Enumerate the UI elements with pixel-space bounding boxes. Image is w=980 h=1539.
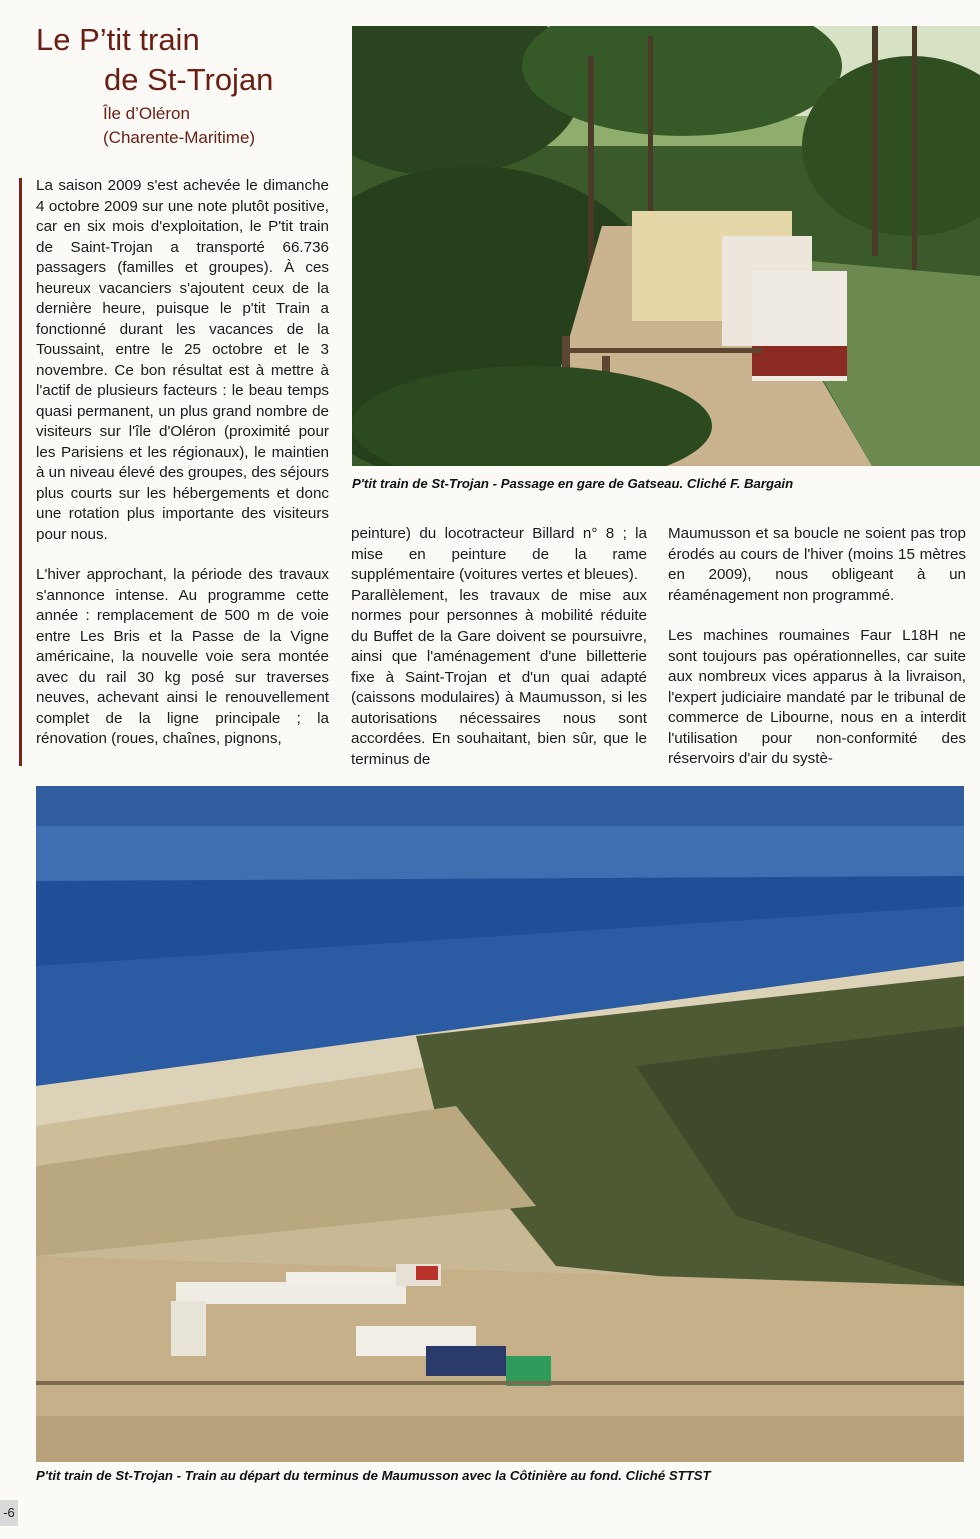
photo2-caption: P'tit train de St-Trojan - Train au départ du terminus de Maumusson avec la Côtinière au fond. Cliché STTST (36, 1468, 711, 1483)
page-number: -6 (0, 1500, 18, 1526)
col1-paragraph-2: L'hiver approchant, la période des travaux s'annonce intense. Au programme cette année : remplacement de 500 m de voie entre Les Bris et la Passe de la Vigne américaine, la nouvelle voie sera montée avec du rail 30 kg posé sur traverses neuves, achevant ainsi le renouvellement complet de la ligne principale ; la rénovation (roues, chaînes, pignons, (36, 566, 329, 747)
beach-train-illustration (36, 786, 964, 1462)
photo-train-maumusson (36, 786, 964, 1462)
forest-train-illustration (352, 26, 980, 466)
text-column-2 (351, 524, 647, 770)
text-column-1 (36, 176, 329, 750)
col1-paragraph-1: La saison 2009 s'est achevée le dimanche 4 octobre 2009 sur une note plutôt positive, car en six mois d'exploitation, le P'tit train de Saint-Trojan a transporté 66.736 passagers (familles et groupes). À ces heureux vacanciers s'ajoutent ceux de la dernière heure, puisque le p'tit Train a fonctionné durant les vacances de la Toussaint, entre le 25 octobre et le 3 novembre. Ce bon résultat est à mettre à l'actif de plusieurs facteurs : le beau temps quasi permanent, un plus grand nombre de visiteurs sur l'île d'Oléron (proximité pour les Parisiens et les régionaux), le maintien à un niveau élevé des groupes, des séjours plus courts sur les hébergements et donc une rotation plus importante des visiteurs pour nous. (36, 177, 329, 543)
article-subtitle (103, 102, 343, 150)
photo1-caption: P'tit train de St-Trojan - Passage en gare de Gatseau. Cliché F. Bargain (352, 476, 794, 491)
photo-train-gatseau (352, 26, 980, 466)
col2-paragraph-2: Parallèlement, les travaux de mise aux normes pour personnes à mobilité réduite du Buffet de la Gare doivent se poursuivre, ainsi que l'aménagement d'une billetterie fixe à Saint-Trojan et d'un quai adapté (caissons modulaires) à Maumusson, si les autorisations nécessaires nous sont accordées. En souhaitant, bien sûr, que le terminus de (351, 586, 647, 768)
col2-paragraph-1: peinture) du locotracteur Billard n° 8 ; la mise en peinture de la rame supplémentaire (voitures vertes et bleues). (351, 525, 647, 583)
col3-paragraph-2: Les machines roumaines Faur L18H ne sont toujours pas opérationnelles, car suite aux nombreux vices apparus à la livraison, l'expert judiciaire mandaté par le tribunal de commerce de Libourne, nous en a interdit l'utilisation pour non-conformité des réservoirs d'air du systè- (668, 627, 966, 767)
title-line-1: Le P’tit train (36, 22, 200, 57)
subtitle-line-2: (Charente-Maritime) (103, 128, 256, 147)
col3-paragraph-1: Maumusson et sa boucle ne soient pas trop érodés au cours de l'hiver (moins 15 mètres en 2009), nous obligeant à un réaménagement non programmé. (668, 525, 966, 604)
article-title (36, 20, 336, 100)
column-rule (19, 178, 22, 766)
subtitle-line-1: Île d’Oléron (103, 104, 190, 123)
title-line-2: de St-Trojan (104, 62, 274, 97)
text-column-3 (668, 524, 966, 770)
